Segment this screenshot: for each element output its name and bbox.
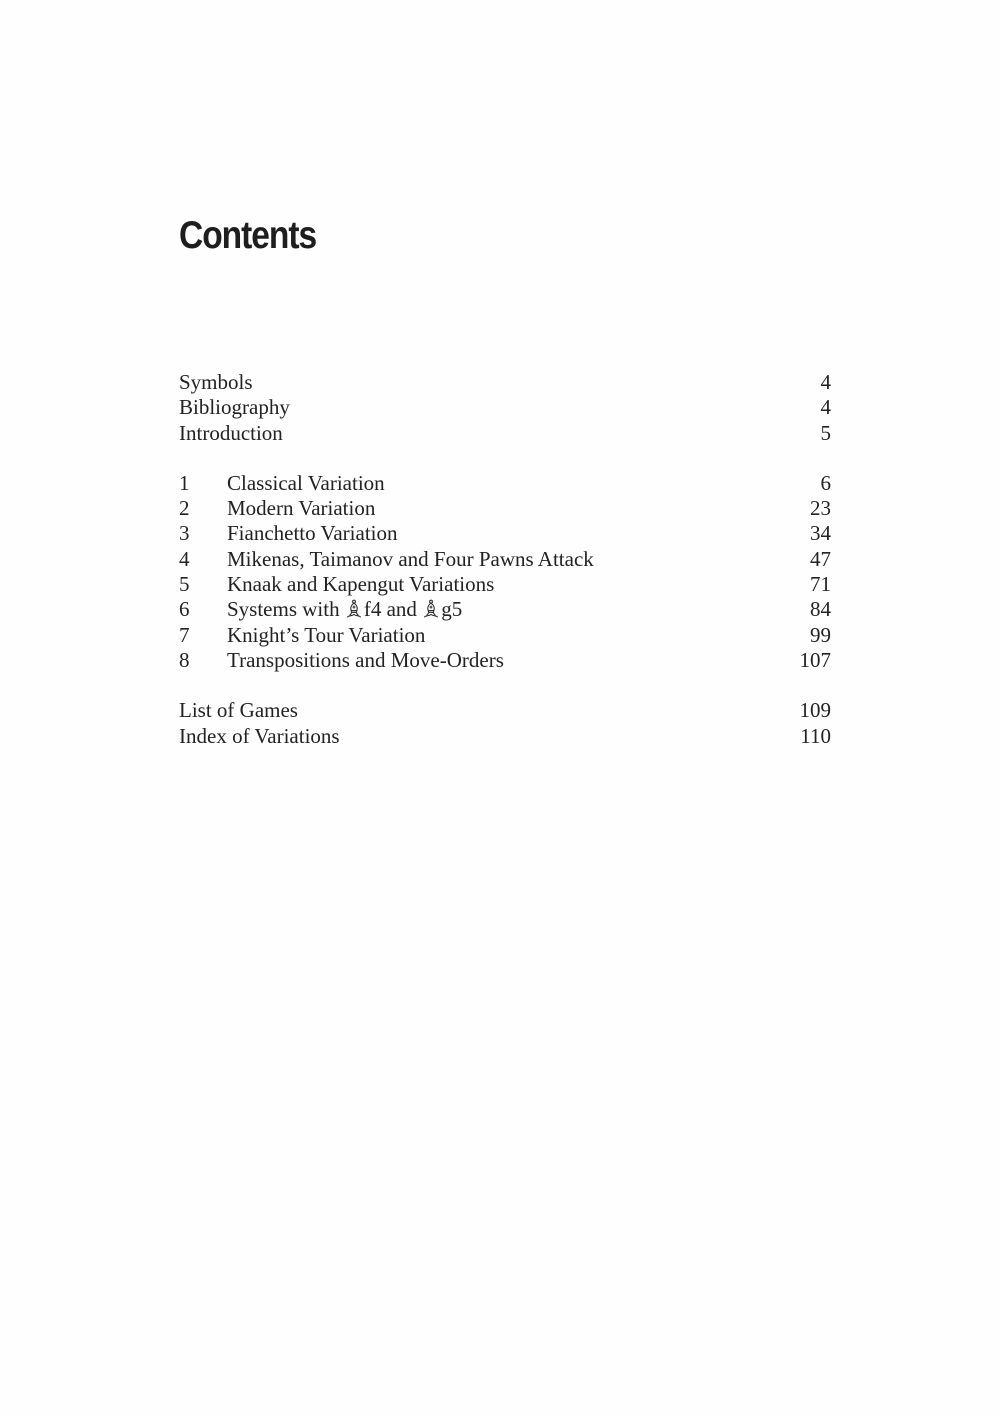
bishop-icon xyxy=(422,599,440,619)
toc-entry-title: Index of Variations xyxy=(179,723,340,748)
chapter-number: 7 xyxy=(179,622,190,647)
chapter-page: 6 xyxy=(820,470,831,495)
toc-entry-title: Introduction xyxy=(179,420,283,445)
chapter-title-part: g5 xyxy=(441,597,463,622)
toc-entry-page: 5 xyxy=(820,420,831,445)
toc-entry-page: 110 xyxy=(800,723,831,748)
toc-entry-title: Bibliography xyxy=(179,395,290,420)
front-matter-list xyxy=(179,370,831,446)
toc-entry-bibliography[interactable] xyxy=(179,395,831,420)
chapter-number: 6 xyxy=(179,597,190,622)
toc-entry-title: List of Games xyxy=(179,698,298,723)
toc-chapter-6[interactable] xyxy=(179,597,831,622)
toc-entry-page: 4 xyxy=(820,395,831,420)
toc-chapter-5[interactable] xyxy=(179,572,831,597)
chapter-title: Knaak and Kapengut Variations xyxy=(227,572,495,597)
table-of-contents xyxy=(179,370,831,749)
chapter-title: Mikenas, Taimanov and Four Pawns Attack xyxy=(227,546,594,571)
chapter-title-part: f4 and xyxy=(363,597,423,622)
chapter-title: Modern Variation xyxy=(227,496,376,521)
chapter-title-part: Systems with xyxy=(227,597,345,622)
toc-chapter-1[interactable] xyxy=(179,471,831,496)
bishop-icon xyxy=(345,599,363,619)
chapter-number: 1 xyxy=(179,470,190,495)
toc-entry-list-of-games[interactable] xyxy=(179,698,831,723)
chapter-number: 3 xyxy=(179,521,190,546)
chapter-title: Classical Variation xyxy=(227,470,385,495)
chapter-number: 8 xyxy=(179,647,190,672)
chapter-page: 84 xyxy=(810,597,831,622)
chapter-page: 71 xyxy=(810,572,831,597)
chapter-number: 4 xyxy=(179,546,190,571)
toc-entry-page: 109 xyxy=(799,698,831,723)
toc-entry-page: 4 xyxy=(820,370,831,394)
chapter-page: 23 xyxy=(810,496,831,521)
chapter-title xyxy=(227,597,810,622)
chapter-number: 2 xyxy=(179,496,190,521)
chapter-page: 34 xyxy=(810,521,831,546)
back-matter-list xyxy=(179,698,831,749)
chapter-title: Fianchetto Variation xyxy=(227,521,398,546)
toc-entry-title: Symbols xyxy=(179,370,253,394)
toc-entry-symbols[interactable] xyxy=(179,370,831,395)
page-title: Contents xyxy=(179,214,317,257)
toc-entry-index-of-variations[interactable] xyxy=(179,724,831,749)
toc-chapter-8[interactable] xyxy=(179,648,831,673)
toc-chapter-4[interactable] xyxy=(179,547,831,572)
chapter-page: 107 xyxy=(799,647,831,672)
toc-chapter-2[interactable] xyxy=(179,496,831,521)
chapter-title: Knight’s Tour Variation xyxy=(227,622,426,647)
chapter-list xyxy=(179,471,831,673)
chapter-page: 99 xyxy=(810,622,831,647)
chapter-number: 5 xyxy=(179,572,190,597)
toc-chapter-3[interactable] xyxy=(179,521,831,546)
toc-chapter-7[interactable] xyxy=(179,623,831,648)
chapter-title: Transpositions and Move-Orders xyxy=(227,647,504,672)
toc-entry-introduction[interactable] xyxy=(179,421,831,446)
chapter-page: 47 xyxy=(810,546,831,571)
